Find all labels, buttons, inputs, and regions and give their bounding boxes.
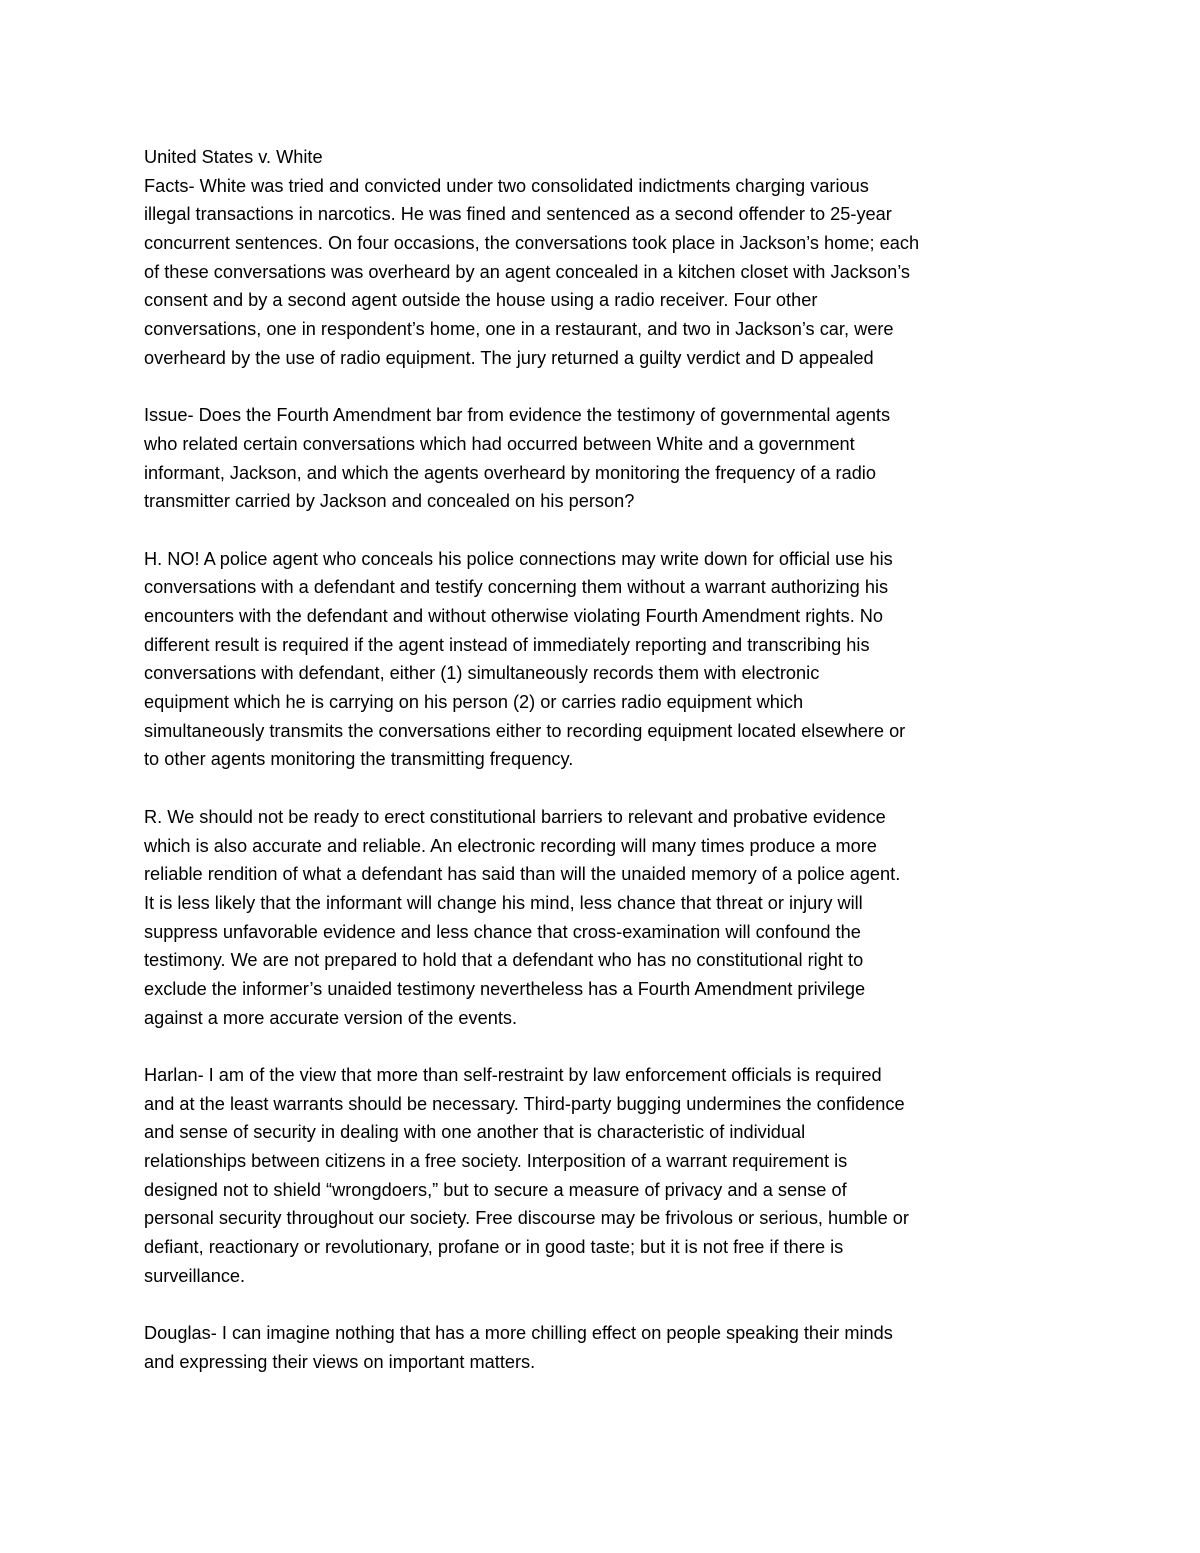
text-line: concurrent sentences. On four occasions, the conversations took place in Jackson’s home; each [144,233,920,254]
document-body [144,172,1104,1377]
text-line: overheard by the use of radio equipment. The jury returned a guilty verdict and D appealed [144,347,874,368]
text-line: and expressing their views on important matters. [144,1351,536,1372]
text-line: It is less likely that the informant will change his mind, less chance that threat or injury will [144,892,863,913]
text-line: simultaneously transmits the conversations either to recording equipment located elsewhere or [144,720,906,741]
paragraph-harlan [144,1061,1104,1291]
text-line: personal security throughout our society. Free discourse may be frivolous or serious, humble or [144,1208,909,1229]
text-line: and at the least warrants should be necessary. Third-party bugging undermines the confidence [144,1093,905,1114]
paragraph-holding [144,545,1104,775]
text-line: conversations with a defendant and testify concerning them without a warrant authorizing his [144,577,889,598]
text-line: Facts- White was tried and convicted under two consolidated indictments charging various [144,175,869,196]
document-title: United States v. White [144,147,323,167]
paragraph-facts [144,172,1104,373]
text-line: H. NO! A police agent who conceals his police connections may write down for official use his [144,548,893,569]
text-line: of these conversations was overheard by an agent concealed in a kitchen closet with Jackson’s [144,261,911,282]
text-line: and sense of security in dealing with one another that is characteristic of individual [144,1122,806,1143]
paragraph-issue [144,401,1104,516]
text-line: conversations, one in respondent’s home, one in a restaurant, and two in Jackson’s car, were [144,319,894,340]
text-line: Issue- Does the Fourth Amendment bar from evidence the testimony of governmental agents [144,405,891,426]
text-line: suppress unfavorable evidence and less chance that cross-examination will confound the [144,921,861,942]
text-line: equipment which he is carrying on his person (2) or carries radio equipment which [144,692,804,713]
text-line: testimony. We are not prepared to hold that a defendant who has no constitutional right to [144,950,864,971]
text-line: defiant, reactionary or revolutionary, profane or in good taste; but it is not free if there is [144,1237,844,1258]
text-line: against a more accurate version of the events. [144,1007,518,1028]
text-line: illegal transactions in narcotics. He was fined and sentenced as a second offender to 25-year [144,204,892,225]
document-page [144,143,1104,1405]
text-line: conversations with defendant, either (1) simultaneously records them with electronic [144,663,820,684]
text-line: who related certain conversations which had occurred between White and a government [144,433,855,454]
text-line: R. We should not be ready to erect constitutional barriers to relevant and probative evidence [144,806,886,827]
text-line: consent and by a second agent outside the house using a radio receiver. Four other [144,290,818,311]
text-line: different result is required if the agent instead of immediately reporting and transcribing his [144,634,870,655]
text-line: reliable rendition of what a defendant has said than will the unaided memory of a police agent. [144,864,901,885]
text-line: exclude the informer’s unaided testimony nevertheless has a Fourth Amendment privilege [144,978,866,999]
text-line: transmitter carried by Jackson and concealed on his person? [144,491,635,512]
text-line: encounters with the defendant and without otherwise violating Fourth Amendment rights. No [144,606,884,626]
text-line: Harlan- I am of the view that more than self-restraint by law enforcement officials is required [144,1065,882,1085]
text-line: relationships between citizens in a free society. Interposition of a warrant requirement is [144,1151,848,1172]
paragraph-reasoning [144,803,1104,1033]
text-line: Douglas- I can imagine nothing that has a more chilling effect on people speaking their minds [144,1323,893,1344]
text-line: which is also accurate and reliable. An electronic recording will many times produce a more [144,835,877,856]
paragraph-douglas [144,1319,1104,1376]
text-line: designed not to shield “wrongdoers,” but to secure a measure of privacy and a sense of [144,1179,847,1200]
text-line: surveillance. [144,1265,246,1286]
text-line: informant, Jackson, and which the agents overheard by monitoring the frequency of a radio [144,462,876,483]
text-line: to other agents monitoring the transmitting frequency. [144,749,574,770]
